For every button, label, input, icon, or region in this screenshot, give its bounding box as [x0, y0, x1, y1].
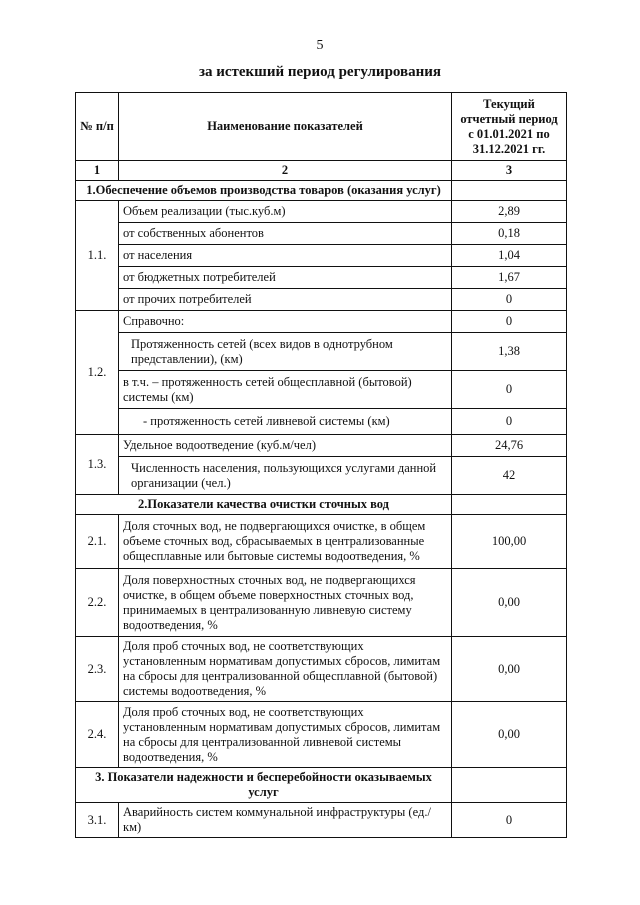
row-value: 2,89: [452, 201, 567, 223]
table-row: [76, 637, 567, 702]
row-value: 0,00: [452, 637, 567, 702]
header-name: Наименование показателей: [119, 93, 452, 161]
row-label: от собственных абонентов: [119, 223, 452, 245]
section-title: 2.Показатели качества очистки сточных вод: [76, 495, 452, 515]
section-row: [76, 768, 567, 803]
group-number: 1.2.: [76, 311, 119, 435]
table-row: [76, 409, 567, 435]
table-row: [76, 371, 567, 409]
row-value: 0,18: [452, 223, 567, 245]
group-number: 2.4.: [76, 702, 119, 768]
page-heading: за истекший период регулирования: [198, 64, 442, 80]
row-value: 0,00: [452, 702, 567, 768]
row-label: Доля проб сточных вод, не соответствующих установленным нормативам допустимых сбросов, лимитам на сбросы для централизованной общесплавной (бытовой) системы водоотведения, %: [119, 637, 452, 702]
group-number: 2.3.: [76, 637, 119, 702]
row-label: Протяженность сетей (всех видов в однотрубном представлении), (км): [119, 333, 452, 371]
row-label: Доля проб сточных вод, не соответствующих установленным нормативам допустимых сбросов, лимитам на сбросы для централизованной ливневой системы водоотведения, %: [119, 702, 452, 768]
table-row: [76, 267, 567, 289]
section-title: 1.Обеспечение объемов производства товаров (оказания услуг): [76, 181, 452, 201]
table-row: [76, 569, 567, 637]
table-row: [76, 201, 567, 223]
row-label: в т.ч. – протяженность сетей общесплавной (бытовой) системы (км): [119, 371, 452, 409]
group-number: 2.2.: [76, 569, 119, 637]
header-period: Текущий отчетный период с 01.01.2021 по 31.12.2021 гг.: [452, 93, 567, 161]
section-title: 3. Показатели надежности и бесперебойности оказываемых услуг: [76, 768, 452, 803]
table-row: [76, 333, 567, 371]
section-row: [76, 495, 567, 515]
table-row: [76, 702, 567, 768]
col-number: 3: [452, 161, 567, 181]
row-value: 0: [452, 311, 567, 333]
row-label: Объем реализации (тыс.куб.м): [119, 201, 452, 223]
col-number: 1: [76, 161, 119, 181]
row-value: 0,00: [452, 569, 567, 637]
row-label: от бюджетных потребителей: [119, 267, 452, 289]
table-row: [76, 515, 567, 569]
table-row: [76, 245, 567, 267]
table-row: [76, 223, 567, 245]
row-value: 0: [452, 289, 567, 311]
row-value: 1,04: [452, 245, 567, 267]
row-value: 0: [452, 803, 567, 838]
table-row: [76, 311, 567, 333]
column-number-row: [76, 161, 567, 181]
row-label: Доля поверхностных сточных вод, не подвергающихся очистке, в общем объеме поверхностных сточных вод, принимаемых в централизованную ливневую систему водоотведения, %: [119, 569, 452, 637]
col-number: 2: [119, 161, 452, 181]
row-value: 0: [452, 409, 567, 435]
row-label: от населения: [119, 245, 452, 267]
page-number: 5: [316, 38, 324, 53]
group-number: 2.1.: [76, 515, 119, 569]
row-label: - протяженность сетей ливневой системы (км): [119, 409, 452, 435]
table-row: [76, 803, 567, 838]
header-num: № п/п: [76, 93, 119, 161]
row-label: Численность населения, пользующихся услугами данной организации (чел.): [119, 457, 452, 495]
report-table: [75, 92, 567, 838]
row-value: 42: [452, 457, 567, 495]
table-row: [76, 457, 567, 495]
group-number: 3.1.: [76, 803, 119, 838]
row-value: 0: [452, 371, 567, 409]
row-label: Справочно:: [119, 311, 452, 333]
row-label: Доля сточных вод, не подвергающихся очистке, в общем объеме сточных вод, сбрасываемых в централизованные общесплавные или бытовые системы водоотведения, %: [119, 515, 452, 569]
row-value: 1,67: [452, 267, 567, 289]
row-label: Аварийность систем коммунальной инфраструктуры (ед./км): [119, 803, 452, 838]
group-number: 1.1.: [76, 201, 119, 311]
group-number: 1.3.: [76, 435, 119, 495]
row-value: 24,76: [452, 435, 567, 457]
row-value: 100,00: [452, 515, 567, 569]
row-value: 1,38: [452, 333, 567, 371]
table-row: [76, 435, 567, 457]
row-label: Удельное водоотведение (куб.м/чел): [119, 435, 452, 457]
row-label: от прочих потребителей: [119, 289, 452, 311]
section-row: [76, 181, 567, 201]
table-header: [76, 93, 567, 161]
table-row: [76, 289, 567, 311]
